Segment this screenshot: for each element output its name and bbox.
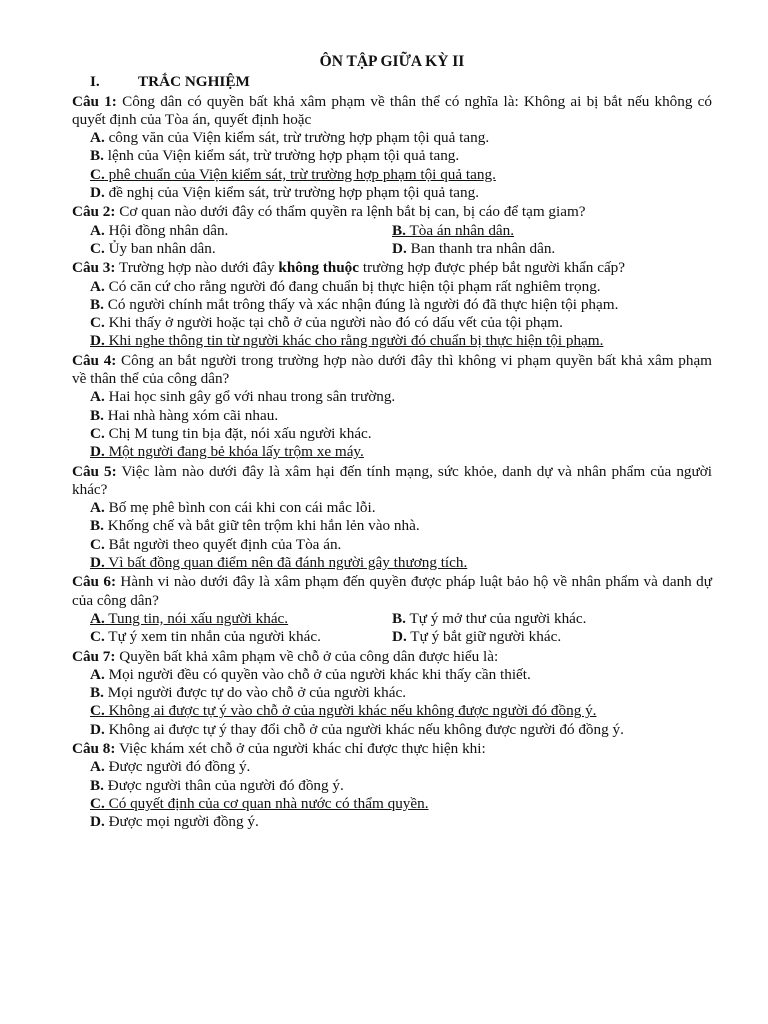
question-2: Câu 2: Cơ quan nào dưới đây có thẩm quyền ra lệnh bắt bị can, bị cáo để tạm giam? (72, 203, 586, 221)
question-8: Câu 8: Việc khám xét chỗ ở của người khác chỉ được thực hiện khi: (72, 739, 486, 757)
option-a: A. Hai học sinh gây gổ với nhau trong sân trường. (90, 388, 396, 406)
section-heading (90, 73, 712, 91)
option-c: C. Chị M tung tin bịa đặt, nói xấu người khác. (90, 424, 372, 442)
option-b: B. Có người chính mắt trông thấy và xác nhận đúng là người đó đã thực hiện tội phạm. (90, 295, 619, 313)
option-d: D. Không ai được tự ý thay đổi chỗ ở của người khác nếu không được người đó đồng ý. (90, 720, 624, 738)
option-b: B. lệnh của Viện kiểm sát, trừ trường hợp phạm tội quả tang. (90, 147, 460, 165)
option-b: B. Khống chế và bắt giữ tên trộm khi hắn lẻn vào nhà. (90, 517, 420, 535)
option-d: D. Tự ý bắt giữ người khác. (392, 628, 562, 646)
option-c: C. Khi thấy ở người hoặc tại chỗ ở của người nào đó có dấu vết của tội phạm. (90, 314, 563, 332)
option-c: C. Bắt người theo quyết định của Tòa án. (90, 535, 342, 553)
option-c: C. Ủy ban nhân dân. (90, 239, 216, 257)
question-4: Câu 4: Công an bắt người trong trường hợp nào dưới đây thì không vi phạm quyền bất khả xâm phạm về thân thể của công dân? (72, 351, 712, 388)
section-label: TRẮC NGHIỆM (138, 73, 250, 91)
option-a: A. Mọi người đều có quyền vào chỗ ở của người khác khi thấy cần thiết. (90, 665, 531, 683)
option-d-correct: D. Vì bất đồng quan điểm nên đã đánh người gây thương tích. (90, 554, 468, 572)
question-7-options (72, 666, 712, 739)
option-d-correct: D. Khi nghe thông tin từ người khác cho rằng người đó chuẩn bị thực hiện tội phạm. (90, 332, 604, 350)
option-b: B. Được người thân của người đó đồng ý. (90, 776, 344, 794)
question-2-options-row-2 (72, 240, 712, 258)
option-b: B. Mọi người được tự do vào chỗ ở của người khác. (90, 684, 407, 702)
option-c-correct: C. phê chuẩn của Viện kiểm sát, trừ trường hợp phạm tội quả tang. (90, 165, 496, 183)
question-1-options (72, 129, 712, 202)
document-title: ÔN TẬP GIỮA KỲ II (319, 53, 465, 70)
section-number: I. (90, 73, 100, 91)
question-3-options (72, 278, 712, 351)
question-3: Câu 3: Trường hợp nào dưới đây không thuộc trường hợp được phép bắt người khẩn cấp? (72, 259, 626, 277)
question-5: Câu 5: Việc làm nào dưới đây là xâm hại đến tính mạng, sức khỏe, danh dự và nhân phẩm của người khác? (72, 462, 712, 498)
question-6-options-row-2 (72, 628, 712, 646)
option-a: A. Hội đồng nhân dân. (90, 221, 229, 239)
option-c-correct: C. Có quyết định của cơ quan nhà nước có thẩm quyền. (90, 794, 429, 812)
question-4-options (72, 388, 712, 461)
option-b: B. Tự ý mở thư của người khác. (392, 609, 587, 627)
option-a: A. Có căn cứ cho rằng người đó đang chuẩn bị thực hiện tội phạm rất nghiêm trọng. (90, 277, 601, 295)
question-6-options-row-1 (72, 610, 712, 628)
option-c: C. Tự ý xem tin nhắn của người khác. (90, 628, 321, 646)
document (72, 53, 712, 831)
option-b-correct: B. Tòa án nhân dân. (392, 221, 515, 239)
question-6: Câu 6: Hành vi nào dưới đây là xâm phạm đến quyền được pháp luật bảo hộ về nhân phẩm và danh dự của công dân? (72, 573, 712, 609)
option-d: D. Ban thanh tra nhân dân. (392, 239, 556, 257)
option-d: D. đề nghị của Viện kiểm sát, trừ trường hợp phạm tội quả tang. (90, 184, 480, 202)
question-8-options (72, 758, 712, 831)
option-d-correct: D. Một người đang bẻ khóa lấy trộm xe máy. (90, 443, 364, 461)
question-5-options (72, 499, 712, 572)
question-label: Câu 1: (72, 92, 117, 110)
option-b: B. Hai nhà hàng xóm cãi nhau. (90, 406, 279, 424)
question-7: Câu 7: Quyền bất khả xâm phạm về chỗ ở của công dân được hiểu là: (72, 647, 499, 665)
option-a: A. Bố mẹ phê bình con cái khi con cái mắc lỗi. (90, 499, 376, 517)
option-a: A. công văn của Viện kiểm sát, trừ trường hợp phạm tội quả tang. (90, 129, 490, 147)
option-a-correct: A. Tung tin, nói xấu người khác. (90, 609, 289, 627)
option-d: D. Được mọi người đồng ý. (90, 813, 259, 831)
emphasis-text: không thuộc (278, 259, 360, 277)
question-text: Công dân có quyền bất khả xâm phạm về thân thể có nghĩa là: Không ai bị bắt nếu không có quyết định của Tòa án, quyết định hoặc (72, 92, 712, 128)
option-a: A. Được người đó đồng ý. (90, 758, 251, 776)
question-1 (72, 93, 712, 130)
question-2-options-row-1 (72, 222, 712, 240)
option-c-correct: C. Không ai được tự ý vào chỗ ở của người khác nếu không được người đó đồng ý. (90, 702, 597, 720)
